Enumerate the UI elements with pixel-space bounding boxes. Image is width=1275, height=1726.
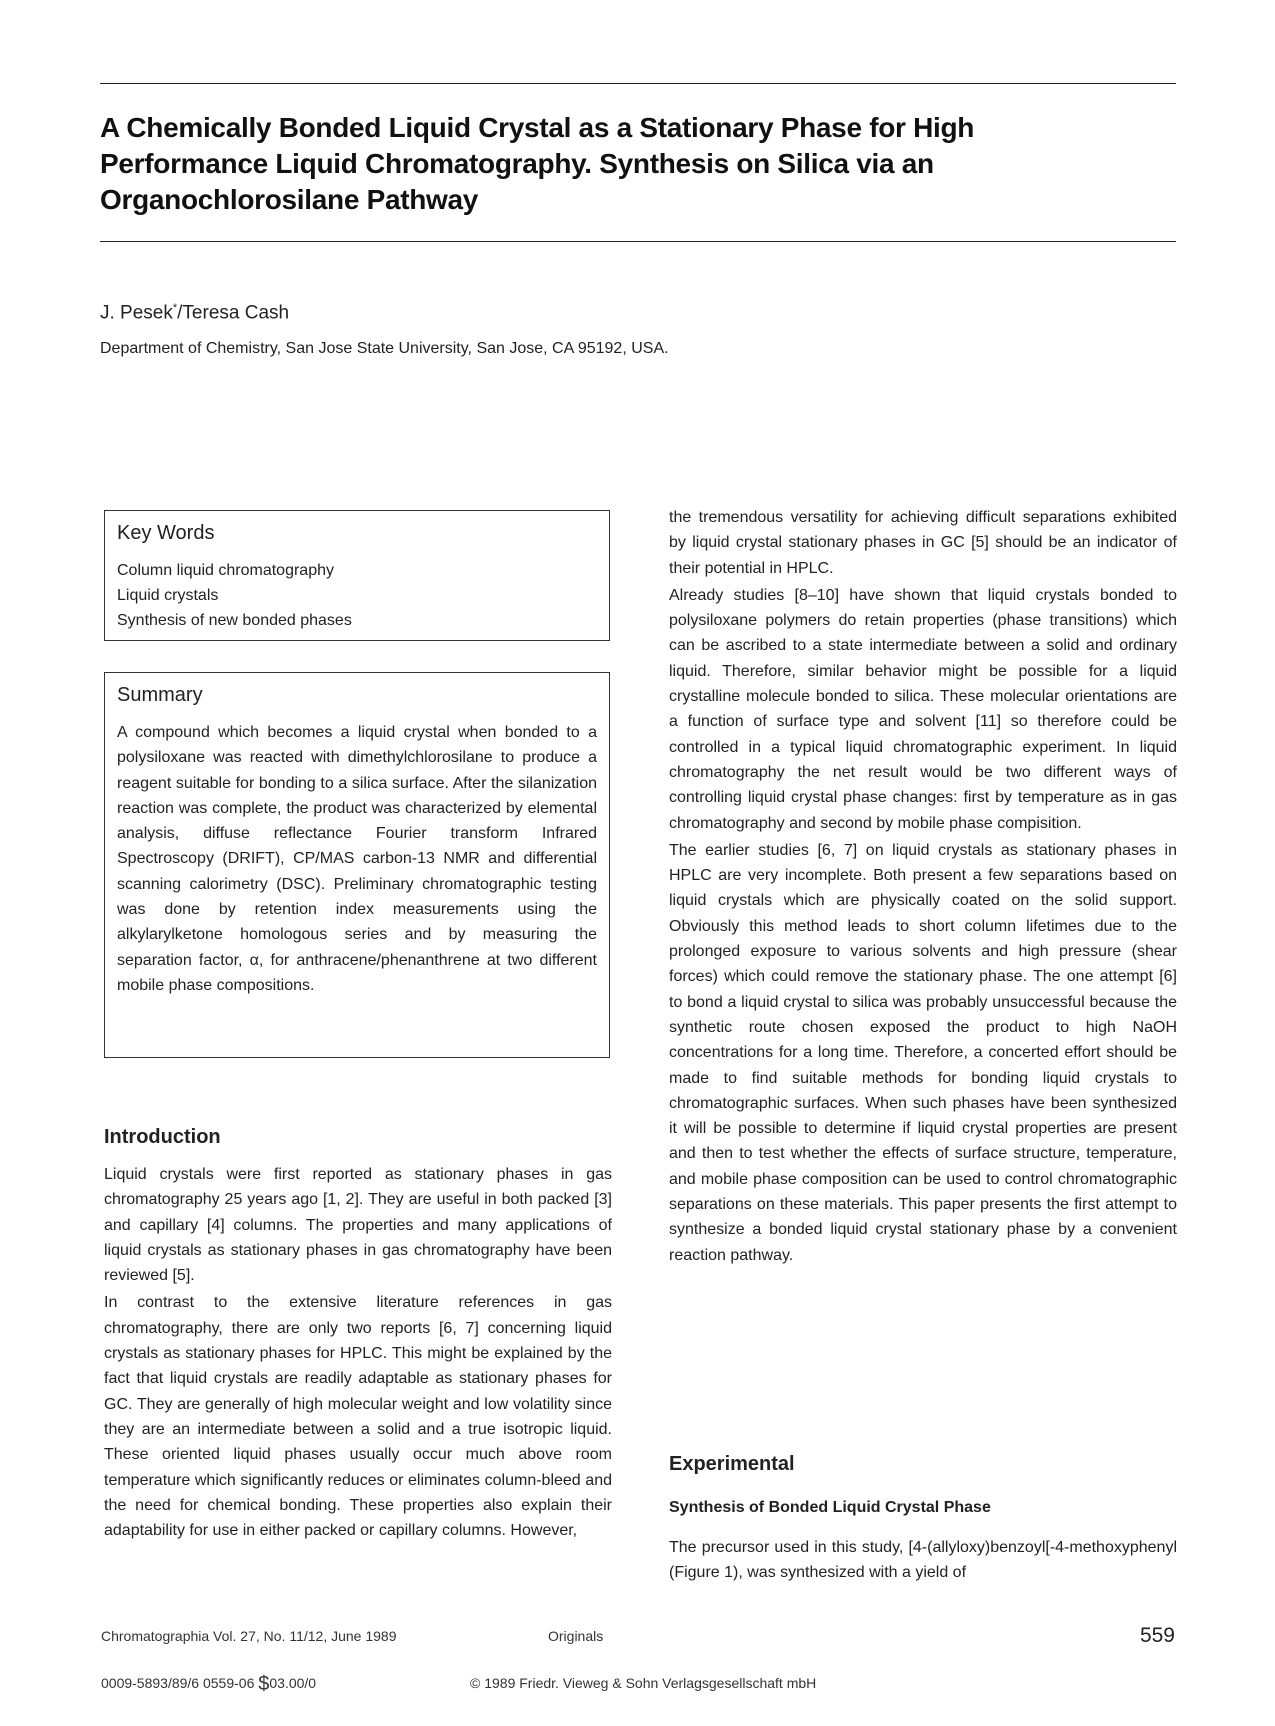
page-title: A Chemically Bonded Liquid Crystal as a Stationary Phase for High Performance Liquid Chromatography. Synthesis on Silica via an Organochlorosilane Pathway <box>100 112 975 215</box>
summary-text: A compound which becomes a liquid crystal when bonded to a polysiloxane was reacted with dimethylchlorosilane to produce a reagent suitable for bonding to a silica surface. After the silanization reaction was complete, the product was characterized by elemental analysis, diffuse reflectance Fourier transform Infrared Spectroscopy (DRIFT), CP/MAS carbon-13 NMR and differential scanning calorimetry (DSC). Preliminary chromatographic testing was done by retention index measurements using the alkylarylketone homologous series and by measuring the separation factor, α, for anthracene/phenanthrene at two different mobile phase compositions. <box>117 724 597 994</box>
corresponding-marker: * <box>172 302 178 314</box>
issn-number: 0009-5893/89/6 0559-06 <box>101 1675 255 1691</box>
keyword-item: Column liquid chromatography <box>117 562 334 579</box>
affiliation: Department of Chemistry, San Jose State University, San Jose, CA 95192, USA. <box>100 340 669 357</box>
experimental-section <box>669 1451 1177 1588</box>
section-label: Originals <box>548 1628 604 1644</box>
title-bottom-rule <box>100 241 1176 242</box>
body-paragraph: Already studies [8–10] have shown that liquid crystals bonded to polysiloxane polymers do retain properties (phase transitions) which can be ascribed to a state intermediate between a solid and ordinary liquid. Therefore, similar behavior might be possible for a liquid crystalline molecule bonded to silica. These molecular orientations are a function of surface type and solvent [11] so therefore could be controlled in a typical liquid chromatographic experiment. In liquid chromatography the net result would be two different ways of controlling liquid crystal phase changes: first by temperature as in gas chromatography and second by mobile phase compisition. <box>669 586 1177 832</box>
page-number: 559 <box>1139 1624 1175 1647</box>
copyright: © 1989 Friedr. Vieweg & Sohn Verlagsgesellschaft mbH <box>470 1675 817 1691</box>
journal-citation: Chromatographia Vol. 27, No. 11/12, June 1989 <box>101 1628 397 1644</box>
authors <box>100 296 289 325</box>
experimental-subheading: Synthesis of Bonded Liquid Crystal Phase <box>669 1499 991 1516</box>
keywords-heading: Key Words <box>117 522 215 544</box>
dollar-sign: $ <box>258 1673 270 1695</box>
experimental-heading: Experimental <box>669 1453 795 1475</box>
body-paragraph: the tremendous versatility for achieving difficult separations exhibited by liquid crystal stationary phases in GC [5] should be an indicator of their potential in HPLC. <box>669 509 1177 577</box>
summary-heading: Summary <box>117 684 203 706</box>
top-rule <box>100 83 1176 84</box>
left-column <box>104 1124 612 1545</box>
introduction-paragraph: In contrast to the extensive literature references in gas chromatography, there are only two reports [6, 7] concerning liquid crystals as stationary phases for HPLC. This might be explained by the fact that liquid crystals are readily adaptable as stationary phases for GC. They are generally of high molecular weight and low volatility since they are an intermediate between a solid and a true isotropic liquid. These oriented liquid phases usually occur much above room temperature which significantly reduces or eliminates column-bleed and the need for chemical bonding. These properties also explain their adaptability for use in either packed or capillary columns. However, <box>104 1294 612 1540</box>
experimental-paragraph: The precursor used in this study, [4-(allyloxy)benzoyl[-4-methoxyphenyl (Figure 1), was synthesized with a yield of <box>669 1539 1177 1582</box>
author-second: /Teresa Cash <box>177 302 290 324</box>
keyword-item: Liquid crystals <box>117 587 219 604</box>
price: 03.00/0 <box>269 1675 317 1691</box>
introduction-heading: Introduction <box>104 1126 221 1148</box>
body-paragraph: The earlier studies [6, 7] on liquid crystals as stationary phases in HPLC are very incomplete. Both present a few separations based on liquid crystals which are physically coated on the solid support. Obviously this method leads to short column lifetimes due to the prolonged exposure to various solvents and high pressure (shear forces) which could remove the stationary phase. The one attempt [6] to bond a liquid crystal to silica was probably unsuccessful because the synthetic route chosen exposed the product to high NaOH concentrations for a long time. Therefore, a concerted effort should be made to find suitable methods for bonding liquid crystals to chromatographic surfaces. When such phases have been synthesized it will be possible to determine if liquid crystal properties are present and then to test whether the effects of surface structure, temperature, and mobile phase composition can be used to control chromatographic separations on these materials. This paper presents the first attempt to synthesize a bonded liquid crystal stationary phase by a convenient reaction pathway. <box>669 841 1177 1264</box>
introduction-paragraph: Liquid crystals were first reported as stationary phases in gas chromatography 25 years ago [1, 2]. They are useful in both packed [3] and capillary [4] columns. The properties and many applications of liquid crystals as stationary phases in gas chromatography have been reviewed [5]. <box>104 1166 612 1285</box>
summary-box <box>104 672 610 1058</box>
author-first: J. Pesek <box>100 302 173 324</box>
keyword-item: Synthesis of new bonded phases <box>117 612 352 629</box>
right-column <box>669 505 1177 1270</box>
issn-code <box>101 1674 316 1693</box>
keywords-box <box>104 510 610 641</box>
